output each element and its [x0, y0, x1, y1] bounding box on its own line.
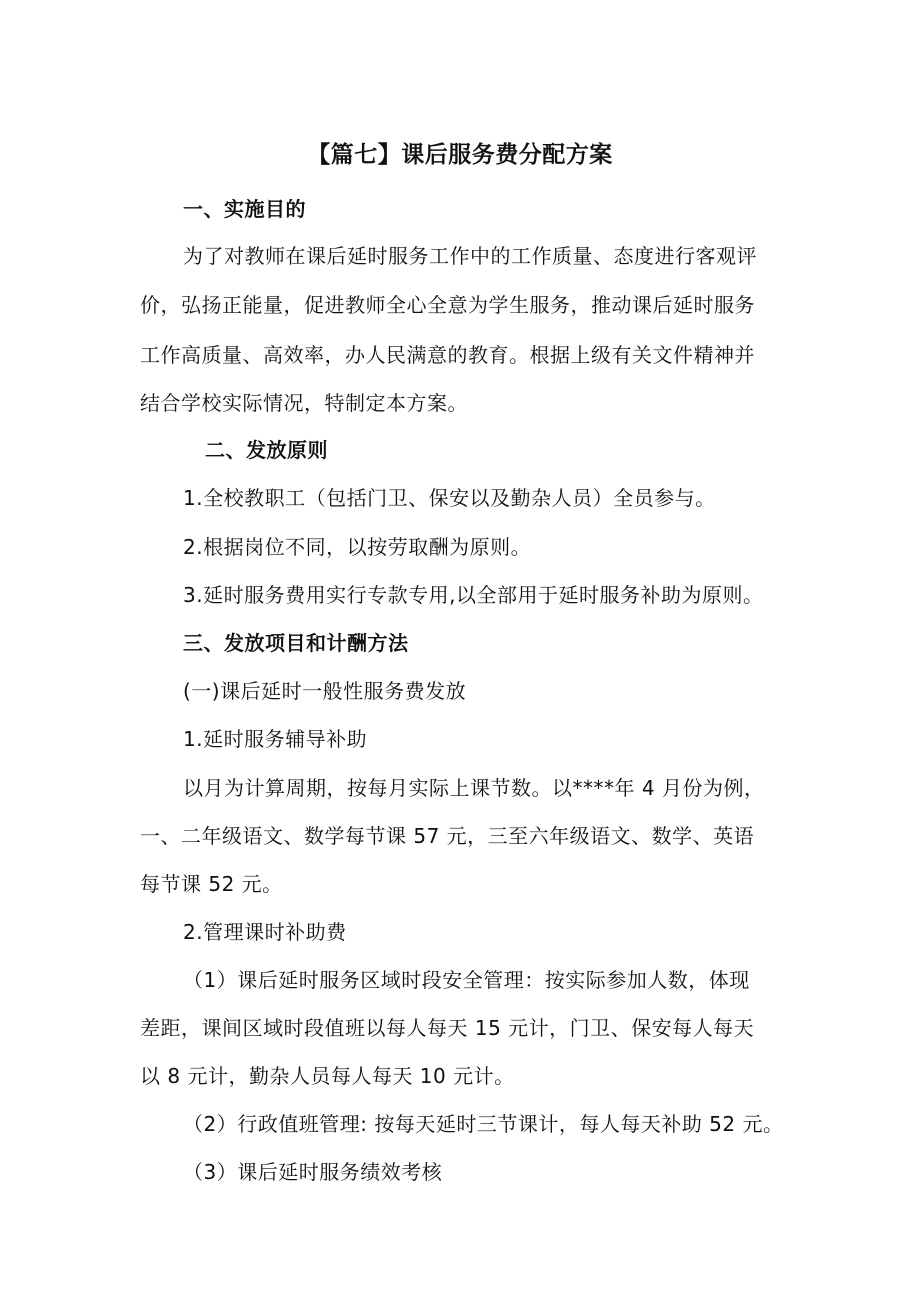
paragraph-line: （2）行政值班管理: 按每天延时三节课计，每人每天补助 52 元。 — [183, 1112, 784, 1136]
list-item: 3.延时服务费用实行专款专用,以全部用于延时服务补助为原则。 — [183, 583, 764, 607]
paragraph-line: （3）课后延时服务绩效考核 — [183, 1160, 443, 1184]
subsection-heading: (一)课后延时一般性服务费发放 — [183, 679, 467, 703]
section-heading-purpose: 一、实施目的 — [183, 197, 306, 221]
paragraph-line: 以 8 元计，勤杂人员每人每天 10 元计。 — [140, 1064, 515, 1088]
section-heading-principles: 二、发放原则 — [205, 438, 328, 462]
paragraph-line: 每节课 52 元。 — [140, 872, 283, 896]
paragraph-line: （1）课后延时服务区域时段安全管理：按实际参加人数，体现 — [183, 968, 750, 992]
list-item: 1.全校教职工（包括门卫、保安以及勤杂人员）全员参与。 — [183, 486, 716, 510]
paragraph-line: 为了对教师在课后延时服务工作中的工作质量、态度进行客观评 — [183, 244, 757, 268]
paragraph-line: 结合学校实际情况，特制定本方案。 — [140, 391, 468, 415]
paragraph-line: 一、二年级语文、数学每节课 57 元，三至六年级语文、数学、英语 — [140, 824, 755, 848]
paragraph-line: 差距，课间区域时段值班以每人每天 15 元计，门卫、保安每人每天 — [140, 1016, 755, 1040]
paragraph-line: 工作高质量、高效率，办人民满意的教育。根据上级有关文件精神并 — [140, 343, 755, 367]
page-title: 【篇七】课后服务费分配方案 — [307, 142, 613, 168]
section-heading-items-methods: 三、发放项目和计酬方法 — [183, 631, 409, 655]
list-item: 2.根据岗位不同，以按劳取酬为原则。 — [183, 535, 532, 559]
item-title: 2.管理课时补助费 — [183, 920, 347, 944]
paragraph-line: 价，弘扬正能量，促进教师全心全意为学生服务，推动课后延时服务 — [140, 293, 755, 317]
paragraph-line: 以月为计算周期，按每月实际上课节数。以****年 4 月份为例， — [183, 776, 765, 800]
item-title: 1.延时服务辅导补助 — [183, 727, 368, 751]
